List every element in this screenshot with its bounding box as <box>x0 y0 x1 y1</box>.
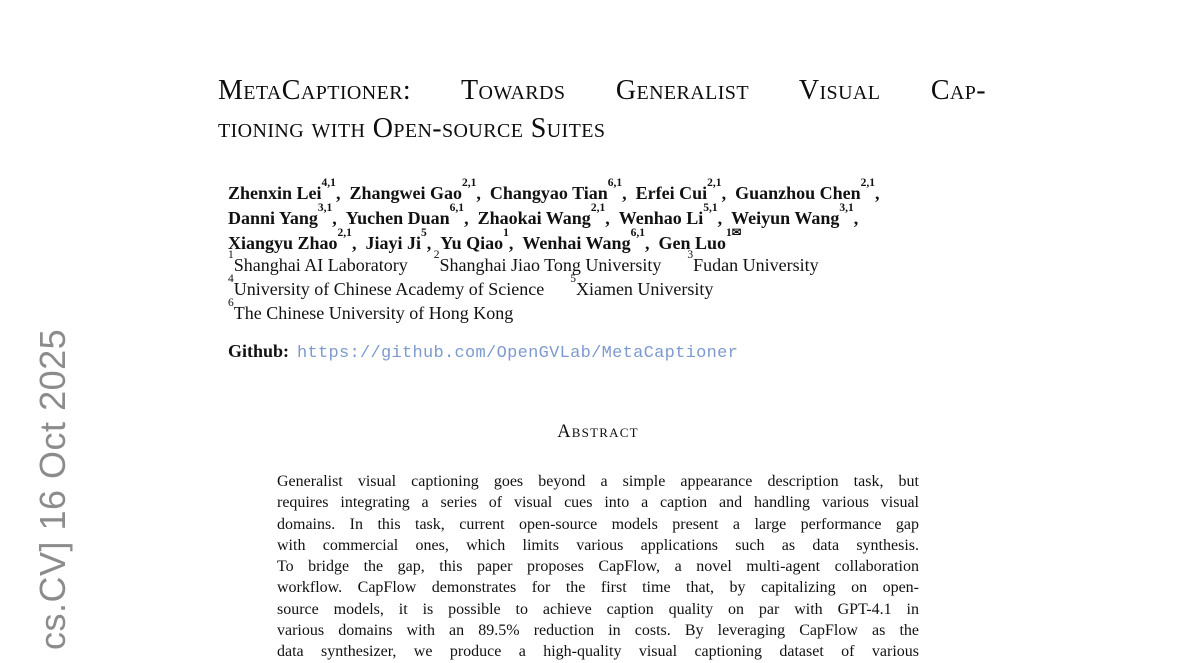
github-url-link[interactable]: https://github.com/OpenGVLab/MetaCaptioner <box>297 344 739 363</box>
affiliation-number-sup: 4 <box>228 273 234 286</box>
author-name: Zhaokai Wang <box>477 208 591 228</box>
author-name: Weiyun Wang <box>731 208 840 228</box>
affiliation-number-sup: 6 <box>228 297 234 310</box>
author-separator: , <box>332 208 337 228</box>
author-separator: , <box>464 208 469 228</box>
abstract-body <box>277 471 919 663</box>
author-separator: , <box>875 183 880 203</box>
author-separator: , <box>426 233 432 253</box>
author-separator: , <box>721 183 727 203</box>
author-name: Yuchen Duan <box>345 208 450 228</box>
author-affiliation-sup: 2,1 <box>860 177 876 190</box>
github-label: Github: <box>228 341 290 361</box>
affiliation-item <box>687 249 819 275</box>
author-affiliation-sup: 5 <box>420 227 427 240</box>
author-affiliation-sup: 6,1 <box>630 227 645 240</box>
affiliation-name: Xiamen University <box>575 279 714 299</box>
abstract-line: requires integrating a series of visual cues into a caption and handling various visual <box>277 494 919 512</box>
author-separator: , <box>508 233 514 253</box>
author-name: Jiayi Ji <box>365 233 421 253</box>
author-list <box>228 177 988 256</box>
author-name: Wenhai Wang <box>522 233 631 253</box>
author-affiliation-sup: 1 <box>503 227 509 240</box>
abstract-line: various domains with an 89.5% reduction in costs. By leveraging CapFlow as the <box>277 622 919 640</box>
author-affiliation-sup: 1✉ <box>726 227 742 240</box>
abstract-line: Generalist visual captioning goes beyond a simple appearance description task, but <box>277 473 919 490</box>
author-name: Yu Qiao <box>440 233 504 253</box>
affiliation-line <box>228 249 988 277</box>
affiliation-number-sup: 5 <box>570 273 576 286</box>
author-affiliation-sup: 2,1 <box>337 227 352 240</box>
author-affiliation-sup: 2,1 <box>461 177 477 190</box>
author-name: Changyao Tian <box>489 183 608 203</box>
author-separator: , <box>717 208 723 228</box>
author-name: Erfei Cui <box>635 183 708 203</box>
affiliation-list <box>228 249 988 325</box>
abstract-line: source models, it is possible to achieve caption quality on par with GPT-4.1 in <box>277 600 919 618</box>
author-separator: , <box>605 208 610 228</box>
author-affiliation-sup: 3,1 <box>839 202 854 215</box>
author-affiliation-sup: 5,1 <box>703 202 718 215</box>
author-name: Danni Yang <box>228 208 318 228</box>
author-separator: , <box>622 183 627 203</box>
author-affiliation-sup: 6,1 <box>449 202 465 215</box>
affiliation-number-sup: 3 <box>687 249 694 262</box>
author-affiliation-sup: 6,1 <box>607 177 623 190</box>
affiliation-name: The Chinese University of Hong Kong <box>233 303 514 323</box>
author-separator: , <box>853 208 859 228</box>
affiliation-line <box>228 273 988 301</box>
github-line <box>228 341 738 363</box>
author-affiliation-sup: 2,1 <box>707 177 722 190</box>
author-separator: , <box>351 233 357 253</box>
paper-title-line1: MetaCaptioner: Towards Generalist Visual Cap- <box>218 75 986 106</box>
affiliation-item <box>228 249 408 275</box>
affiliation-number-sup: 1 <box>228 249 234 262</box>
author-separator: , <box>335 183 341 203</box>
author-name: Wenhao Li <box>618 208 704 228</box>
author-affiliation-sup: 2,1 <box>590 202 606 215</box>
author-separator: , <box>476 183 481 203</box>
author-separator: , <box>644 233 650 253</box>
author-name: Guanzhou Chen <box>735 183 861 203</box>
arxiv-watermark: cs.CV] 16 Oct 2025 <box>32 328 73 650</box>
author-affiliation-sup: 3,1 <box>317 202 333 215</box>
author-affiliation-sup: 4,1 <box>321 177 336 190</box>
abstract-heading: Abstract <box>557 422 639 442</box>
affiliation-item <box>570 273 714 299</box>
abstract-line: data synthesizer, we produce a high-quality visual captioning dataset of various <box>277 643 919 661</box>
paper-title <box>218 72 986 148</box>
abstract-line: To bridge the gap, this paper proposes CapFlow, a novel multi-agent collaboration <box>277 558 919 576</box>
abstract-line: with commercial ones, which limits various applications such as data synthesis. <box>277 536 919 554</box>
affiliation-number-sup: 2 <box>433 249 440 262</box>
affiliation-line <box>228 297 988 325</box>
author-name: Gen Luo <box>658 233 727 253</box>
paper-title-line2: tioning with Open-source Suites <box>218 113 606 144</box>
affiliation-item <box>228 297 514 323</box>
affiliation-name: Fudan University <box>693 255 819 275</box>
abstract-line: domains. In this task, current open-source models present a large performance gap <box>277 515 919 533</box>
author-line <box>228 177 988 206</box>
author-name: Xiangyu Zhao <box>228 233 338 253</box>
affiliation-name: University of Chinese Academy of Science <box>233 279 545 299</box>
author-name: Zhangwei Gao <box>349 183 462 203</box>
affiliation-name: Shanghai AI Laboratory <box>233 255 408 275</box>
affiliation-item <box>433 249 662 275</box>
affiliation-name: Shanghai Jiao Tong University <box>439 255 662 275</box>
author-name: Zhenxin Lei <box>228 183 322 203</box>
affiliation-item <box>228 273 545 299</box>
abstract-line: workflow. CapFlow demonstrates for the first time that, by capitalizing on open- <box>277 579 919 597</box>
